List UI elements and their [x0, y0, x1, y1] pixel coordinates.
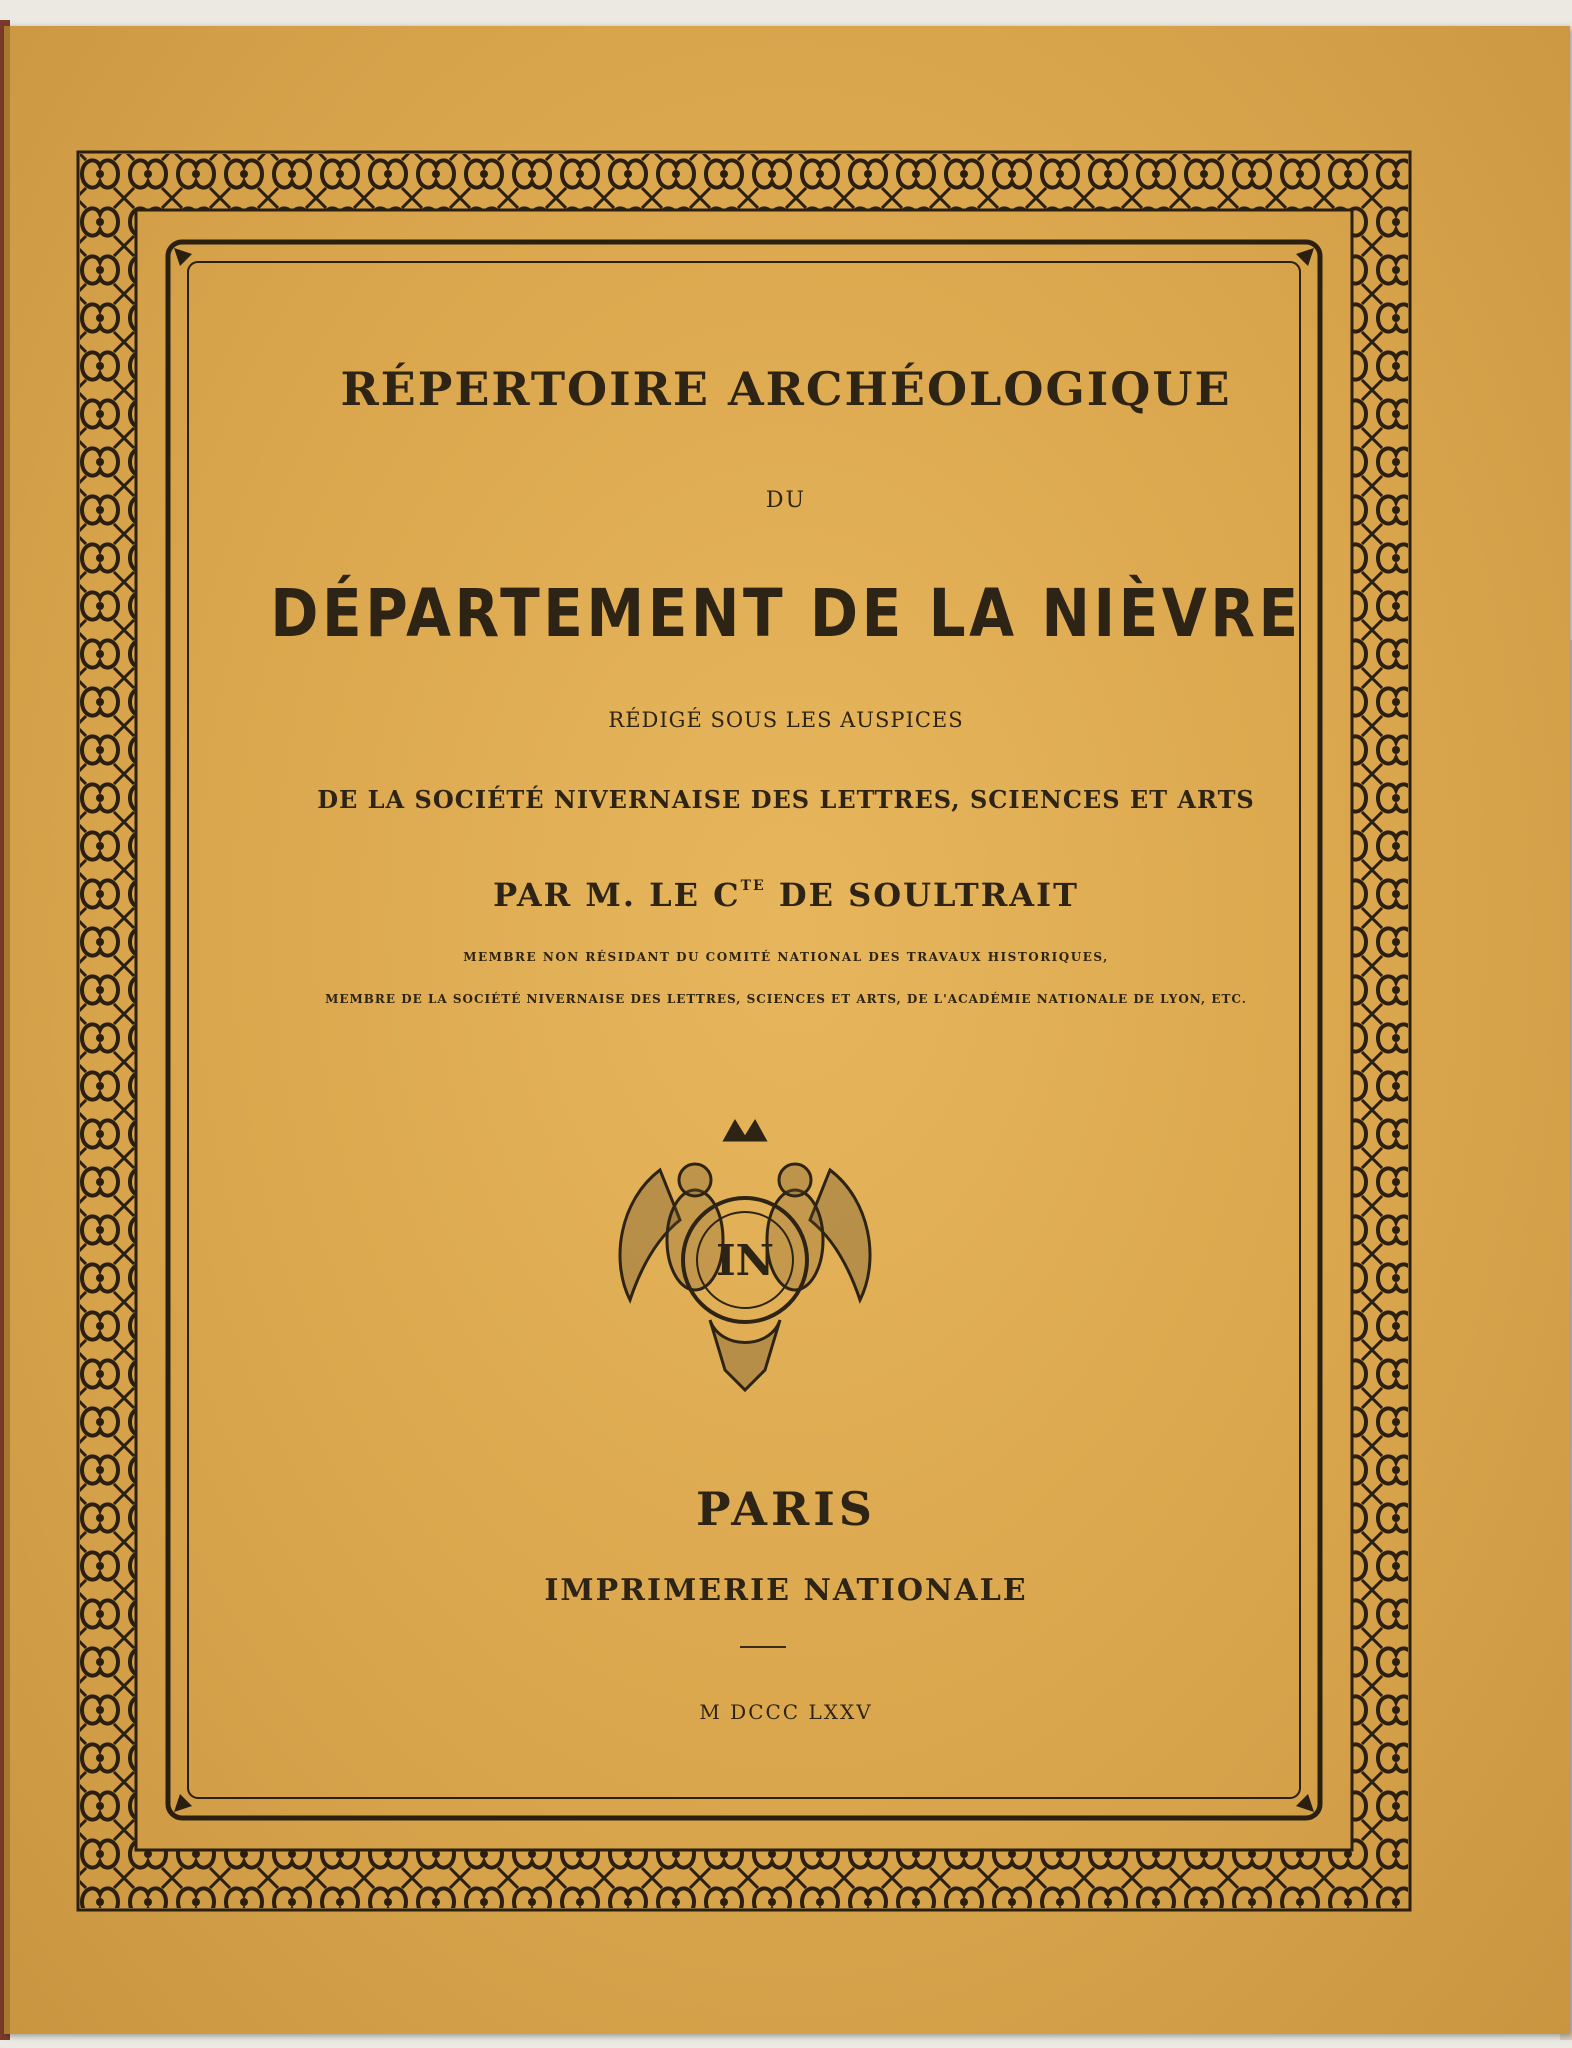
subtitle-line-1: RÉDIGÉ SOUS LES AUSPICES — [608, 708, 964, 732]
emblem-monogram: IN — [715, 1236, 775, 1285]
author-credential-2: MEMBRE DE LA SOCIÉTÉ NIVERNAISE DES LETTRES, SCIENCES ET ARTS, DE L'ACADÉMIE NATIONALE DE LYON, ETC. — [325, 992, 1247, 1006]
publisher: IMPRIMERIE NATIONALE — [544, 1573, 1028, 1608]
author-credential-1: MEMBRE NON RÉSIDANT DU COMITÉ NATIONAL DES TRAVAUX HISTORIQUES, — [463, 950, 1109, 964]
author-suffix: DE SOULTRAIT — [765, 876, 1079, 914]
author-superscript: TE — [740, 878, 766, 894]
author-prefix: PAR M. LE C — [493, 876, 741, 914]
subtitle-line-2: DE LA SOCIÉTÉ NIVERNAISE DES LETTRES, SCIENCES ET ARTS — [317, 785, 1255, 814]
publication-year: M DCCC LXXV — [699, 1700, 873, 1724]
divider-rule — [740, 1646, 786, 1648]
author-line — [0, 876, 1572, 914]
title-line-1: RÉPERTOIRE ARCHÉOLOGIQUE — [340, 362, 1232, 416]
title-line-2: DU — [765, 488, 807, 513]
imprimerie-nationale-emblem — [600, 1110, 890, 1400]
main-title: DÉPARTEMENT DE LA NIÈVRE — [270, 575, 1302, 652]
place-of-publication: PARIS — [696, 1482, 876, 1536]
